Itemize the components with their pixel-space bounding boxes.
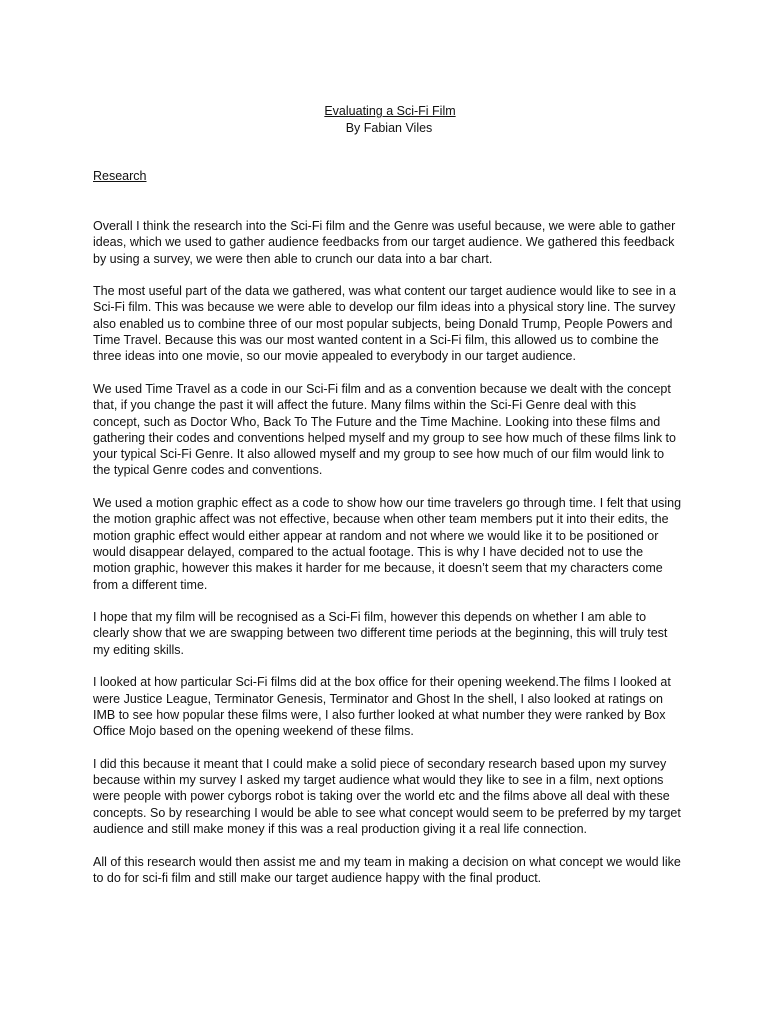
paragraph: We used Time Travel as a code in our Sci-Fi film and as a convention because we dealt with the concept that, if you change the past it will affect the future. Many films within the Sci-Fi Genre deal with this concept, such as Doctor Who, Back To The Future and the Time Machine. Looking into these films and gathering their codes and conventions helped myself and my group to see how much of these films link to your typical Sci-Fi Genre. It also allowed myself and my group to see how much of our film would link to the typical Genre codes and conventions. — [93, 381, 676, 478]
paragraph: We used a motion graphic effect as a code to show how our time travelers go through time. I felt that using the motion graphic affect was not effective, because when other team members put it into their edits, the motion graphic effect would either appear at random and not where we would like it to be positioned or would disappear delayed, compared to the actual footage. This is why I have decided not to use the motion graphic, however this makes it harder for me because, it doesn’t seem that my characters come from a different time. — [93, 496, 682, 592]
document-title: Evaluating a Sci-Fi Film — [324, 104, 456, 118]
paragraph: All of this research would then assist me and my team in making a decision on what concept we would like to do for sci-fi film and still make our target audience happy with the final product. — [93, 854, 681, 885]
paragraph: I did this because it meant that I could make a solid piece of secondary research based upon my survey because within my survey I asked my target audience what would they like to see in a film, next options were people with power cyborgs robot is taking over the world etc and the films above all deal with these concepts. So by researching I would be able to see what concept would seem to be preferred by my target audience and still make money if this was a real production giving it a real life connection. — [93, 756, 681, 836]
document-author: By Fabian Viles — [345, 121, 433, 135]
paragraph: I hope that my film will be recognised as a Sci-Fi film, however this depends on whether I am able to clearly show that we are swapping between two different time periods at the beginning, this will truly test my editing skills. — [93, 610, 668, 657]
section-heading: Research — [93, 169, 147, 183]
paragraph: Overall I think the research into the Sci-Fi film and the Genre was useful because, we were able to gather ideas, which we used to gather audience feedbacks from our target audience. We gathered this feedback by using a survey, we were then able to crunch our data into a bar chart. — [93, 219, 676, 266]
paragraph: The most useful part of the data we gathered, was what content our target audience would like to see in a Sci-Fi film. This was because we were able to develop our film ideas into a physical story line. The survey also enabled us to combine three of our most popular subjects, being Donald Trump, People Powers and Time Travel. Because this was our most wanted content in a Sci-Fi film, this allowed us to combine the three ideas into one movie, so our movie appealed to everybody in our target audience. — [93, 284, 676, 364]
title-block — [0, 103, 768, 137]
paragraph: I looked at how particular Sci-Fi films did at the box office for their opening weekend.The films I looked at were Justice League, Terminator Genesis, Terminator and Ghost In the shell, I also looked at ratings on IMB to see how popular these films were, I also further looked at what number they were ranked by Box Office Mojo based on the opening weekend of these films. — [93, 675, 671, 739]
document-body — [93, 218, 683, 902]
